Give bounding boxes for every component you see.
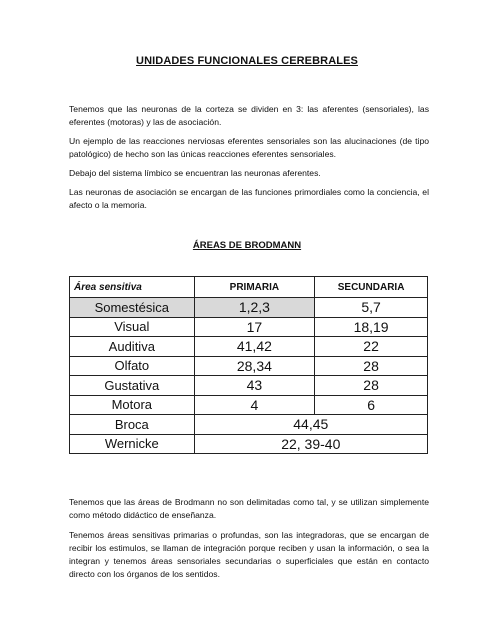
table-row [70,317,428,337]
area-cell: Olfato [70,356,195,376]
paragraph-brodmann-didactic: Tenemos que las áreas de Brodmann no son delimitadas como tal, y se utilizan simplemente como método didáctico de enseñanza. [69,497,429,520]
paragraph-neuron-types: Tenemos que las neuronas de la corteza se dividen en 3: las aferentes (sensoriales), las eferentes (motoras) y las de asociación. [69,104,429,127]
paragraph-limbic-system: Debajo del sistema límbico se encuentran las neuronas aferentes. [69,168,321,178]
primaria-cell: 28,34 [194,356,315,376]
header-primaria: PRIMARIA [194,277,315,298]
combined-cell: 22, 39-40 [194,434,427,454]
section-title-brodmann: ÁREAS DE BRODMANN [192,240,302,251]
brodmann-table [69,276,428,454]
area-cell: Broca [70,415,195,435]
area-cell: Motora [70,395,195,415]
primaria-cell: 1,2,3 [194,298,315,318]
primaria-cell: 41,42 [194,337,315,357]
table-row [70,434,428,454]
area-cell: Visual [70,317,195,337]
area-cell: Gustativa [70,376,195,396]
table-row [70,395,428,415]
table-row [70,415,428,435]
paragraph-hallucinations: Un ejemplo de las reacciones nerviosas eferentes sensoriales son las alucinaciones (de tipo patológico) de hecho son las únicas reacciones eferentes sensoriales. [69,136,429,159]
header-secundaria: SECUNDARIA [315,277,428,298]
secundaria-cell: 22 [315,337,428,357]
secundaria-cell: 5,7 [315,298,428,318]
secundaria-cell: 28 [315,356,428,376]
table-row [70,356,428,376]
area-cell: Auditiva [70,337,195,357]
table-row [70,298,428,318]
table-row [70,376,428,396]
document-title: UNIDADES FUNCIONALES CEREBRALES [136,55,358,67]
primaria-cell: 17 [194,317,315,337]
header-area: Área sensitiva [70,277,195,298]
primaria-cell: 43 [194,376,315,396]
secundaria-cell: 28 [315,376,428,396]
table-header-row [70,277,428,298]
paragraph-sensory-areas: Tenemos áreas sensitivas primarias o profundas, son las integradoras, que se encargan de recibir los estimulos, se llaman de integración porque reciben y usan la información, o sea la integran y tenemos áreas sensoriales secundarias o superficiales que están en contacto directo con los órganos de los sentidos. [69,530,429,579]
secundaria-cell: 6 [315,395,428,415]
paragraph-association-neurons: Las neuronas de asociación se encargan de las funciones primordiales como la conciencia, el afecto o la memoria. [69,187,429,210]
primaria-cell: 4 [194,395,315,415]
area-cell: Somestésica [70,298,195,318]
combined-cell: 44,45 [194,415,427,435]
secundaria-cell: 18,19 [315,317,428,337]
area-cell: Wernicke [70,434,195,454]
table-row [70,337,428,357]
